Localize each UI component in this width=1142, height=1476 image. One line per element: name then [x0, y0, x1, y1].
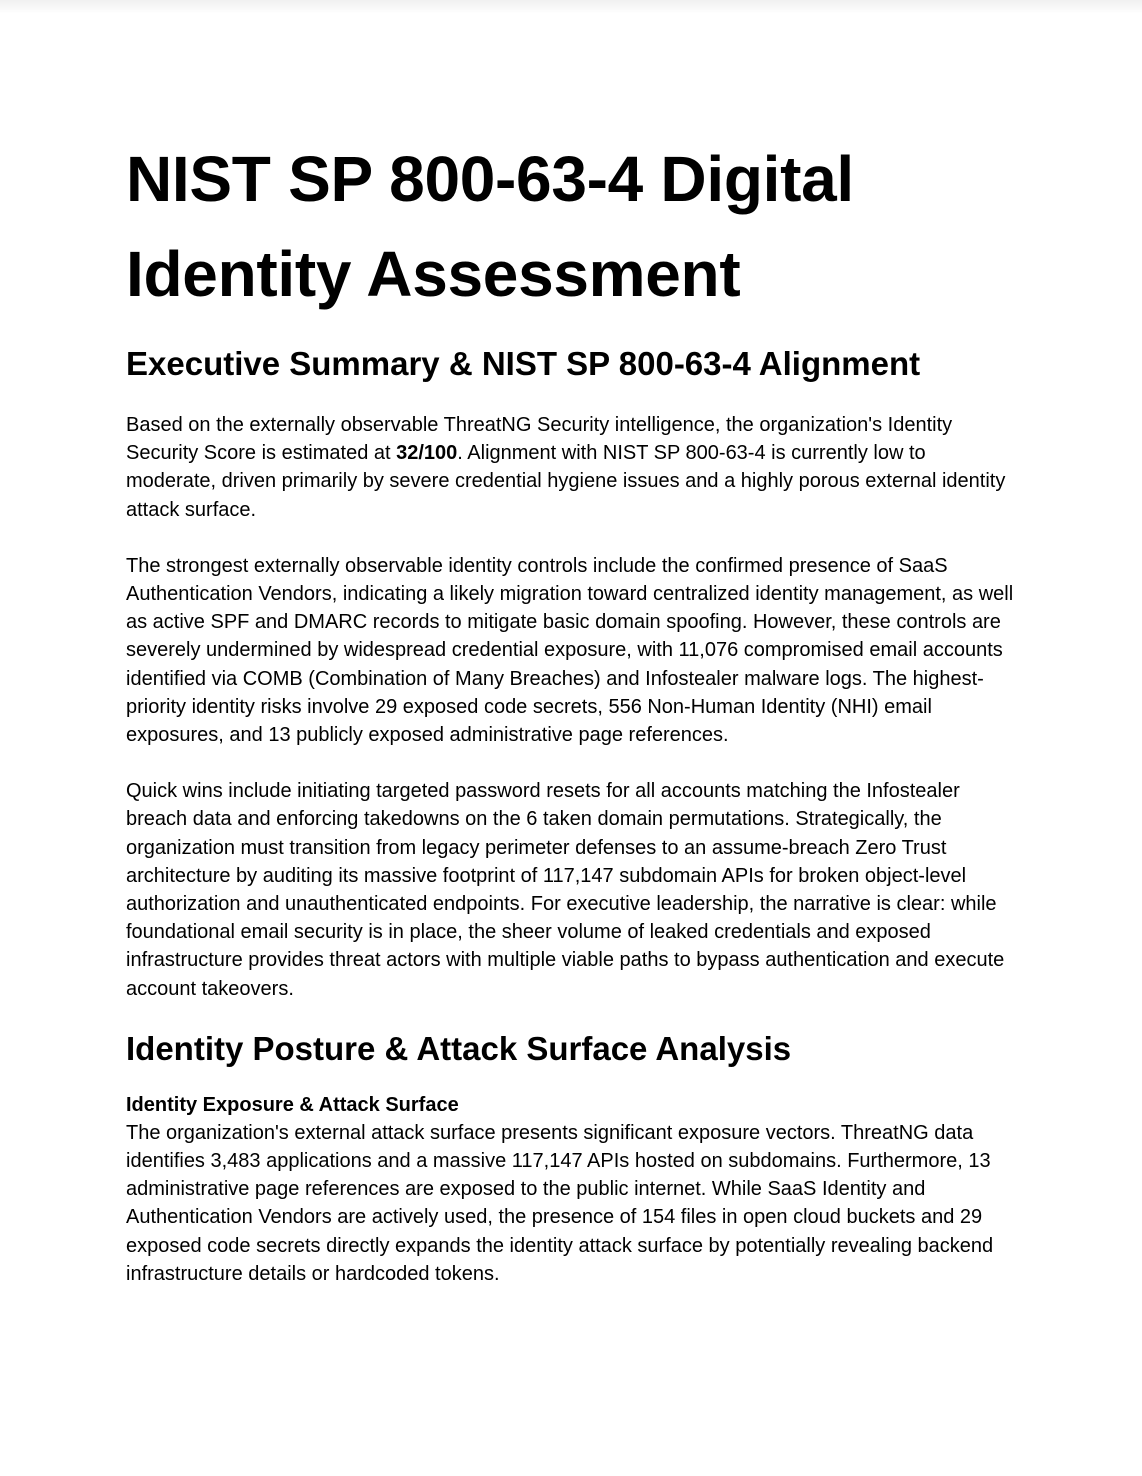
- exposure-subheading: Identity Exposure & Attack Surface: [126, 1093, 459, 1116]
- executive-summary-paragraph-3: Quick wins include initiating targeted password resets for all accounts matching the Infostealer breach data and enforcing takedowns on the 6 taken domain permutations. Strategically, the organization must transition from legacy perimeter defenses to an assume-breach Zero Trust architecture by auditing its massive footprint of 117,147 subdomain APIs for broken object-level authorization and unauthenticated endpoints. For executive leadership, the narrative is clear: while foundational email security is in place, the sheer volume of leaked credentials and exposed infrastructure provides threat actors with multiple viable paths to bypass authentication and execute account takeovers.: [126, 780, 1005, 1000]
- executive-summary-paragraph-2: The strongest externally observable identity controls include the confirmed presence of SaaS Authentication Vendors, indicating a likely migration toward centralized identity management, as well as active SPF and DMARC records to mitigate basic domain spoofing. However, these controls are severely undermined by widespread credential exposure, with 11,076 compromised email accounts identified via COMB (Combination of Many Breaches) and Infostealer malware logs. The highest-priority identity risks involve 29 exposed code secrets, 556 Non-Human Identity (NHI) email exposures, and 13 publicly exposed administrative page references.: [126, 554, 1014, 747]
- document-page: [126, 132, 1016, 1288]
- executive-summary-heading: Executive Summary & NIST SP 800-63-4 Alignment: [126, 345, 921, 382]
- score-trailing-text: . Alignment with NIST SP 800-63-4 is currently low to moderate, driven primarily by severe credential hygiene issues and a highly porous external identity attack surface.: [126, 442, 1006, 521]
- identity-security-score: 32/100: [396, 442, 458, 465]
- document-title: NIST SP 800-63-4 Digital Identity Assessment: [126, 143, 854, 310]
- exposure-paragraph: The organization's external attack surface presents significant exposure vectors. ThreatNG data identifies 3,483 applications and a massive 117,147 APIs hosted on subdomains. Furthermore, 13 administrative page references are exposed to the public internet. While SaaS Identity and Authentication Vendors are actively used, the presence of 154 files in open cloud buckets and 29 exposed code secrets directly expands the identity attack surface by potentially revealing backend infrastructure details or hardcoded tokens.: [126, 1121, 994, 1285]
- page-top-shadow: [0, 0, 1142, 14]
- executive-summary-paragraph-1: [126, 411, 1016, 524]
- posture-section-heading: Identity Posture & Attack Surface Analysis: [126, 1029, 792, 1067]
- score-lead-text: Based on the externally observable ThreatNG Security intelligence, the organization's Identity Security Score is estimated at: [126, 414, 953, 465]
